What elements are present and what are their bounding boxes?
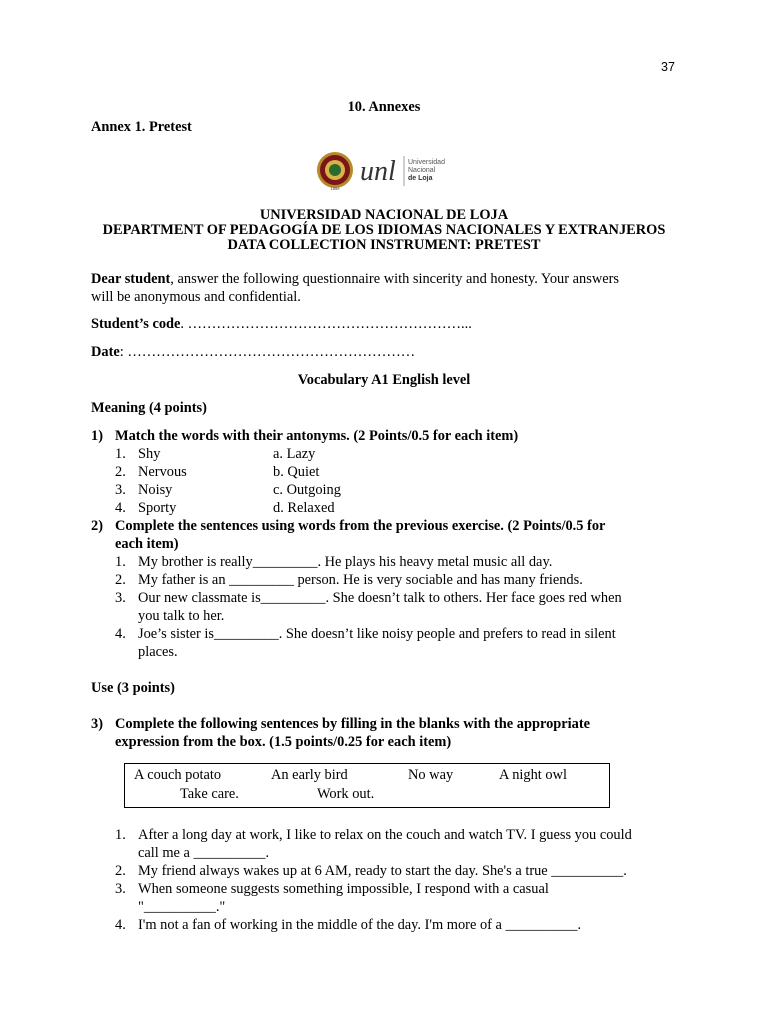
q2-item-num: 1.	[115, 554, 126, 570]
section-title: 10. Annexes	[347, 99, 421, 115]
vocab-title: Vocabulary A1 English level	[297, 372, 471, 388]
q1-text: Match the words with their antonyms. (2 Points/0.5 for each item)	[115, 428, 519, 444]
seal-year: 1859	[330, 186, 340, 191]
q3-text-line-1: Complete the following sentences by filling in the blanks with the appropriate	[115, 716, 591, 732]
header-instrument: DATA COLLECTION INSTRUMENT: PRETEST	[227, 237, 541, 253]
annex-title: Annex 1. Pretest	[91, 119, 192, 135]
q1-item-word: Noisy	[138, 482, 173, 498]
q3-item-num: 3.	[115, 881, 126, 897]
student-code-label: Student’s code	[91, 316, 181, 332]
q3-number: 3)	[91, 716, 103, 732]
q3-item-num: 2.	[115, 863, 126, 879]
expression-item: A night owl	[499, 767, 567, 783]
use-title: Use (3 points)	[91, 680, 175, 696]
page-number: 37	[661, 60, 675, 74]
q3-item-text-cont: call me a __________.	[138, 845, 270, 861]
q1-item-word: Shy	[138, 446, 161, 462]
date-dots: : ……………………………………………………	[119, 344, 416, 360]
q1-item-word: Sporty	[138, 500, 177, 516]
q3-item-text: I'm not a fan of working in the middle of the day. I'm more of a __________.	[138, 917, 582, 933]
q2-item-text-cont: places.	[138, 644, 178, 660]
q3-text-line-2: expression from the box. (1.5 points/0.25 for each item)	[115, 734, 452, 750]
university-logo	[316, 150, 456, 190]
q2-item-text: Our new classmate is_________. She doesn’t talk to others. Her face goes red when	[138, 590, 622, 606]
q2-item-text: My father is an _________ person. He is very sociable and has many friends.	[138, 572, 583, 588]
logo-line-1: Universidad	[408, 159, 445, 166]
header-department: DEPARTMENT OF PEDAGOGÍA DE LOS IDIOMAS NACIONALES Y EXTRANJEROS	[102, 222, 666, 238]
q3-item-num: 1.	[115, 827, 126, 843]
date-label: Date	[91, 344, 120, 360]
q2-item-num: 4.	[115, 626, 126, 642]
expression-item: No way	[408, 767, 454, 783]
q3-item-num: 4.	[115, 917, 126, 933]
intro-bold: Dear student	[91, 271, 171, 287]
student-code-line	[91, 316, 472, 333]
logo-line-3: de Loja	[408, 175, 433, 182]
q1-item-antonym: b. Quiet	[273, 464, 320, 480]
q3-item-text: My friend always wakes up at 6 AM, ready to start the day. She's a true __________.	[138, 863, 627, 879]
university-seal-icon	[316, 150, 456, 192]
q2-item-text: Joe’s sister is_________. She doesn’t like noisy people and prefers to read in silent	[138, 626, 616, 642]
q1-item-num: 1.	[115, 446, 126, 462]
q1-item-antonym: c. Outgoing	[273, 482, 341, 498]
q3-item-text: When someone suggests something impossible, I respond with a casual	[138, 881, 549, 897]
intro-line-2: will be anonymous and confidential.	[91, 289, 301, 305]
q2-number: 2)	[91, 518, 103, 534]
date-line	[91, 344, 415, 361]
expression-item: Take care.	[180, 786, 239, 802]
expression-item: A couch potato	[134, 767, 222, 783]
q3-item-text: After a long day at work, I like to relax on the couch and watch TV. I guess you could	[138, 827, 632, 843]
q1-item-antonym: d. Relaxed	[273, 500, 335, 516]
q2-item-text-cont: you talk to her.	[138, 608, 225, 624]
q3-item-text-cont: "__________."	[138, 899, 226, 915]
logo-line-2: Nacional	[408, 167, 436, 174]
q2-item-num: 2.	[115, 572, 126, 588]
q2-text-line-2: each item)	[115, 536, 179, 552]
intro-paragraph	[91, 270, 676, 306]
student-code-dots: . …………………………………………………...	[180, 316, 472, 332]
intro-text: , answer the following questionnaire with sincerity and honesty. Your answers	[170, 271, 619, 287]
q1-item-num: 3.	[115, 482, 126, 498]
q1-item-antonym: a. Lazy	[273, 446, 316, 462]
q2-text-line-1: Complete the sentences using words from the previous exercise. (2 Points/0.5 for	[115, 518, 606, 534]
logo-mark: unl	[360, 156, 396, 187]
expression-item: Work out.	[317, 786, 375, 802]
expression-item: An early bird	[271, 767, 348, 783]
q1-number: 1)	[91, 428, 103, 444]
meaning-title: Meaning (4 points)	[91, 400, 207, 416]
q2-item-text: My brother is really_________. He plays his heavy metal music all day.	[138, 554, 553, 570]
q1-item-num: 2.	[115, 464, 126, 480]
q1-item-num: 4.	[115, 500, 126, 516]
q1-item-word: Nervous	[138, 464, 187, 480]
q2-item-num: 3.	[115, 590, 126, 606]
header-university: UNIVERSIDAD NACIONAL DE LOJA	[259, 207, 509, 223]
